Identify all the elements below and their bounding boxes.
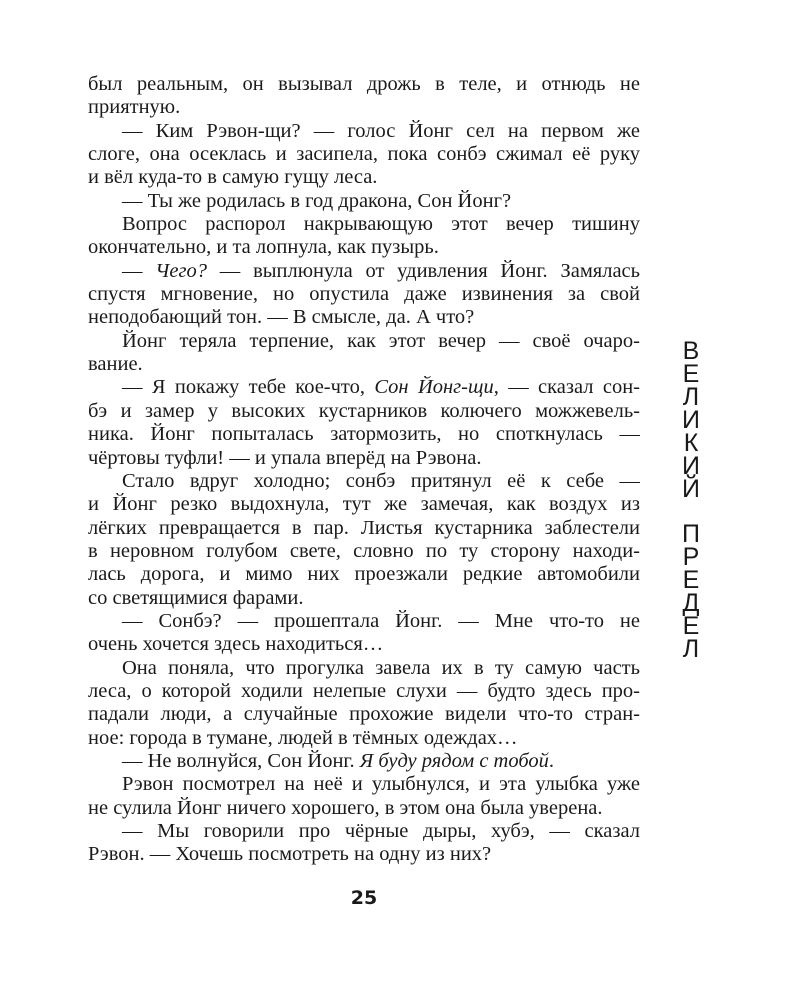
text-line bbox=[88, 727, 640, 750]
text-run: Она поняла, что прогулка завела их в ту самую часть bbox=[122, 656, 640, 679]
text-line bbox=[88, 73, 640, 96]
text-run: ника. Йонг попыталась затормозить, но споткнулась — bbox=[88, 423, 640, 446]
running-title-letter: И bbox=[682, 406, 700, 434]
running-title-letter: Л bbox=[682, 635, 700, 663]
text-line bbox=[88, 493, 640, 516]
text-line bbox=[88, 540, 640, 563]
running-title-letter: Л bbox=[682, 383, 700, 411]
running-title-letter: Д bbox=[682, 589, 700, 617]
text-line bbox=[88, 400, 640, 423]
italic-text: Чего? bbox=[155, 259, 208, 282]
text-run: не сулила Йонг ничего хорошего, в этом она была уверена. bbox=[88, 796, 603, 819]
running-title-letter: Е bbox=[682, 566, 700, 594]
text-run: — Сонбэ? — прошептала Йонг. — Мне что-то не bbox=[122, 609, 640, 632]
text-line bbox=[88, 633, 640, 656]
text-line bbox=[88, 190, 640, 213]
running-title-letter: Й bbox=[682, 475, 700, 503]
text-run: окончательно, и та лопнула, как пузырь. bbox=[88, 236, 439, 259]
text-line bbox=[88, 773, 640, 796]
text-run: приятную. bbox=[88, 96, 181, 119]
text-run: Рэвон. — Хочешь посмотреть на одну из них? bbox=[88, 843, 492, 866]
text-line bbox=[88, 517, 640, 540]
running-title-letter: И bbox=[682, 452, 700, 480]
text-line bbox=[88, 657, 640, 680]
running-title-letter: Р bbox=[682, 543, 700, 571]
text-line bbox=[88, 283, 640, 306]
text-run: леса, о которой ходили нелепые слухи — будто здесь про- bbox=[88, 679, 640, 702]
text-run: Вопрос распорол накрывающую этот вечер тишину bbox=[122, 213, 640, 236]
text-run: лёгких превращается в пар. Листья кустарника заблестели bbox=[88, 516, 640, 539]
running-title-vertical bbox=[676, 337, 706, 663]
text-line bbox=[88, 236, 640, 259]
text-run: бэ и замер у высоких кустарников колючего можжевель- bbox=[88, 399, 640, 422]
running-title-letter: Е bbox=[682, 360, 700, 388]
text-run: в неровном голубом свете, словно по ту сторону находи- bbox=[88, 539, 640, 562]
page-body-text bbox=[88, 73, 640, 867]
text-run: ное: города в тумане, людей в тёмных одеждах… bbox=[88, 726, 518, 749]
text-run: — Ким Рэвон-щи? — голос Йонг сел на первом же bbox=[122, 119, 640, 142]
text-run: лась дорога, и мимо них проезжали редкие автомобили bbox=[88, 563, 640, 586]
text-run: . bbox=[548, 749, 554, 772]
text-line bbox=[88, 750, 640, 773]
text-line bbox=[88, 96, 640, 119]
text-line bbox=[88, 563, 640, 586]
text-run: очень хочется здесь находиться… bbox=[88, 633, 384, 656]
text-run: Стало вдруг холодно; сонбэ притянул её к себе — bbox=[122, 469, 640, 492]
text-run: — Ты же родилась в год дракона, Сон Йонг? bbox=[122, 189, 512, 212]
text-run: слоге, она осеклась и засипела, пока сонбэ сжимал её руку bbox=[88, 143, 640, 166]
text-run: и Йонг резко выдохнула, тут же замечая, как воздух из bbox=[88, 493, 640, 516]
text-line bbox=[88, 587, 640, 610]
text-line bbox=[88, 610, 640, 633]
text-run: и вёл куда-то в самую гущу леса. bbox=[88, 166, 378, 189]
text-line bbox=[88, 213, 640, 236]
italic-text: Я буду рядом с тобой bbox=[359, 749, 549, 772]
text-run: Рэвон посмотрел на неё и улыбнулся, и эта улыбка уже bbox=[122, 773, 640, 796]
text-run: чёртовы туфли! — и упала вперёд на Рэвона. bbox=[88, 446, 482, 469]
text-run: вание. bbox=[88, 353, 143, 376]
running-title-letter: К bbox=[683, 429, 699, 457]
text-line bbox=[88, 353, 640, 376]
text-line bbox=[88, 703, 640, 726]
page-number: 25 bbox=[350, 887, 378, 909]
text-line bbox=[88, 423, 640, 446]
italic-text: Сон Йонг-щи bbox=[374, 376, 494, 399]
text-run: был реальным, он вызывал дрожь в теле, и отнюдь не bbox=[88, 73, 640, 95]
text-line bbox=[88, 680, 640, 703]
text-line bbox=[88, 447, 640, 470]
text-line bbox=[88, 166, 640, 189]
text-line bbox=[88, 843, 640, 866]
text-run: — Не волнуйся, Сон Йонг. bbox=[122, 749, 360, 772]
text-line bbox=[88, 797, 640, 820]
text-line bbox=[88, 306, 640, 329]
text-run: Йонг теряла терпение, как этот вечер — своё очаро- bbox=[122, 329, 640, 352]
text-line bbox=[88, 260, 640, 283]
text-run: — bbox=[122, 259, 156, 282]
text-line bbox=[88, 820, 640, 843]
running-title-letter: П bbox=[682, 520, 700, 548]
text-run: падали люди, а случайные прохожие видели что-то стран- bbox=[88, 703, 640, 726]
text-line bbox=[88, 330, 640, 353]
text-line bbox=[88, 470, 640, 493]
running-title-letter: В bbox=[682, 337, 700, 365]
text-line bbox=[88, 143, 640, 166]
text-line bbox=[88, 376, 640, 399]
text-run: со светящимися фарами. bbox=[88, 586, 304, 609]
text-run: — Я покажу тебе кое-что, bbox=[122, 376, 375, 399]
text-line bbox=[88, 120, 640, 143]
text-run: — выплюнула от удивления Йонг. Замялась bbox=[207, 259, 640, 282]
text-run: — Мы говорили про чёрные дыры, хубэ, — сказал bbox=[122, 820, 640, 842]
text-run: неподобающий тон. — В смысле, да. А что? bbox=[88, 306, 475, 329]
text-run: , — сказал сон- bbox=[493, 376, 640, 399]
text-run: спустя мгновение, но опустила даже извинения за свой bbox=[88, 283, 640, 306]
running-title-letter: Е bbox=[682, 612, 700, 640]
